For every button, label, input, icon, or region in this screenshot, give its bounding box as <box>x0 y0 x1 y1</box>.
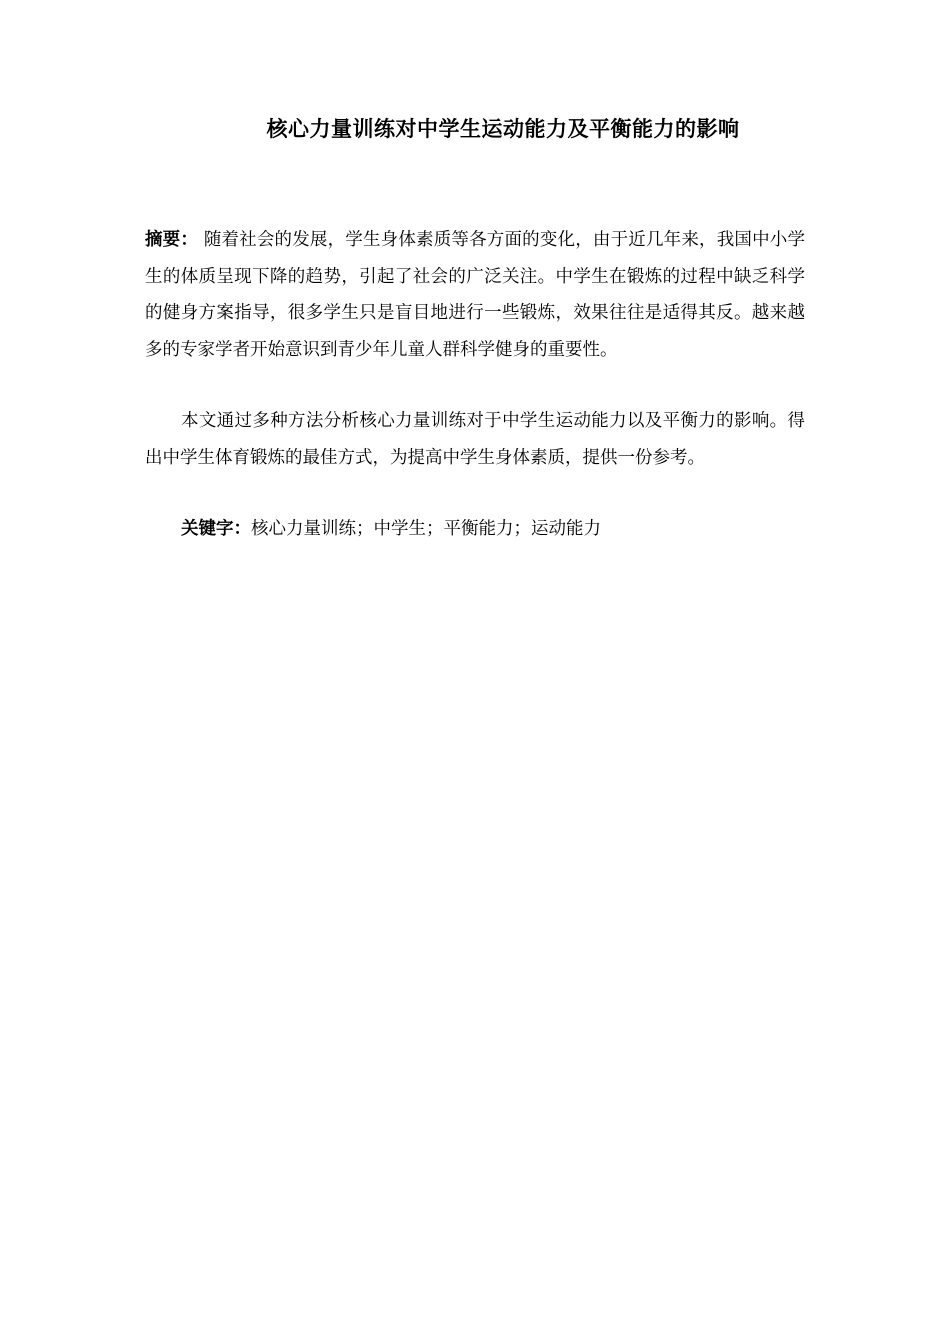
abstract-label: 摘要： <box>145 230 199 250</box>
keywords-text: 核心力量训练；中学生；平衡能力；运动能力 <box>251 519 601 539</box>
abstract-text-1: 随着社会的发展，学生身体素质等各方面的变化，由于近几年来，我国中小学生的体质呈现下降的趋势，引起了社会的广泛关注。中学生在锻炼的过程中缺乏科学的健身方案指导，很多学生只是盲目地进行一些锻炼，效果往往是适得其反。越来越多的专家学者开始意识到青少年儿童人群科学健身的重要性。 <box>145 230 805 360</box>
abstract-paragraph-2: 本文通过多种方法分析核心力量训练对于中学生运动能力以及平衡力的影响。得出中学生体育锻炼的最佳方式，为提高中学生身体素质，提供一份参考。 <box>145 411 805 468</box>
abstract-paragraph-1 <box>145 222 805 368</box>
keywords-label: 关键字： <box>181 519 251 539</box>
keywords-line <box>181 511 811 547</box>
document-title: 核心力量训练对中学生运动能力及平衡能力的影响 <box>266 117 740 141</box>
